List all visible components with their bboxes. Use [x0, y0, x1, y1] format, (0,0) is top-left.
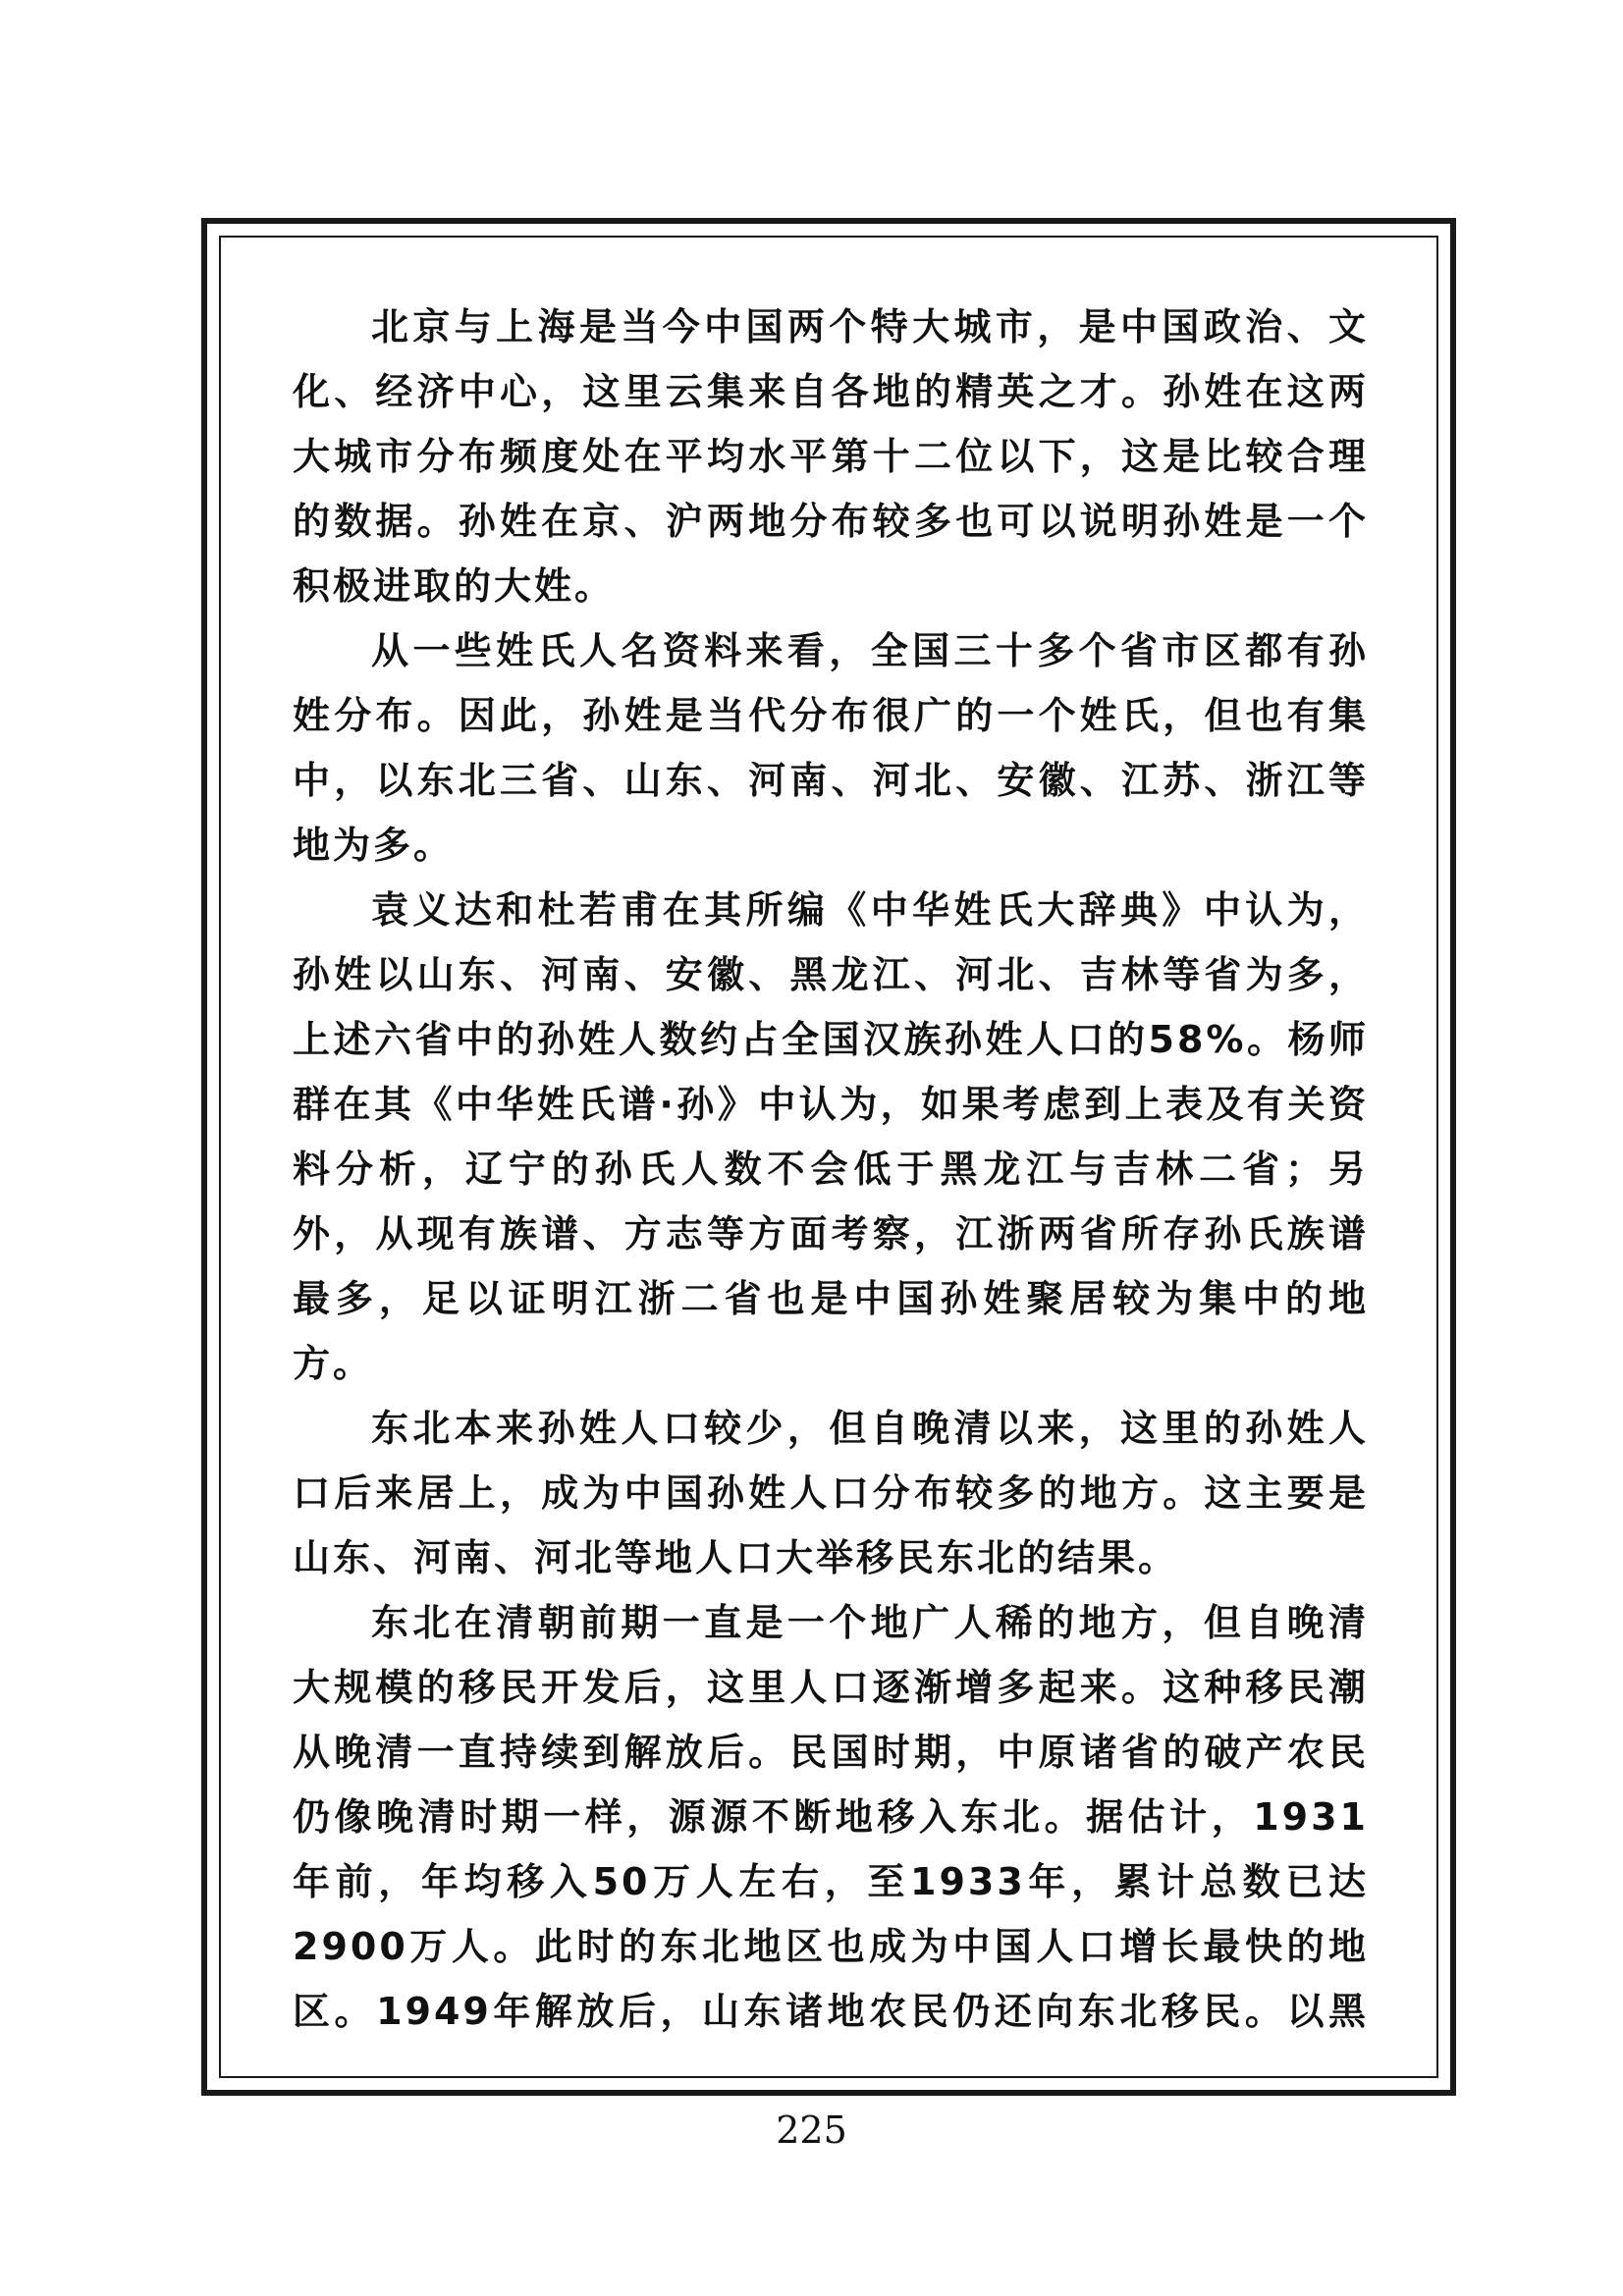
page-number: 225: [776, 2109, 847, 2152]
paragraph-2: 从一些姓氏人名资料来看，全国三十多个省市区都有孙姓分布。因此，孙姓是当代分布很广的一个姓氏，但也有集中，以东北三省、山东、河南、河北、安徽、江苏、浙江等地为多。: [293, 629, 1369, 867]
text-body: [293, 294, 1369, 2042]
paragraph-3: 袁义达和杜若甫在其所编《中华姓氏大辞典》中认为，孙姓以山东、河南、安徽、黑龙江、河北、吉林等省为多，上述六省中的孙姓人数约占全国汉族孙姓人口的58%。杨师群在其《中华姓氏谱·孙》中认为，如果考虑到上表及有关资料分析，辽宁的孙氏人数不会低于黑龙江与吉林二省；另外，从现有族谱、方志等方面考察，江浙两省所存孙氏族谱最多，足以证明江浙二省也是中国孙姓聚居较为集中的地方。: [293, 888, 1369, 1385]
paragraph-4: 东北本来孙姓人口较少，但自晚清以来，这里的孙姓人口后来居上，成为中国孙姓人口分布较多的地方。这主要是山东、河南、河北等地人口大举移民东北的结果。: [293, 1407, 1369, 1579]
paragraph-5: 东北在清朝前期一直是一个地广人稀的地方，但自晚清大规模的移民开发后，这里人口逐渐增多起来。这种移民潮从晚清一直持续到解放后。民国时期，中原诸省的破产农民仍像晚清时期一样，源源不断地移入东北。据估计，1931年前，年均移入50万人左右，至1933年，累计总数已达2900万人。此时的东北地区也成为中国人口增长最快的地区。1949年解放后，山东诸地农民仍还向东北移民。以黑: [293, 1601, 1369, 2033]
paragraph-1: 北京与上海是当今中国两个特大城市，是中国政治、文化、经济中心，这里云集来自各地的精英之才。孙姓在这两大城市分布频度处在平均水平第十二位以下，这是比较合理的数据。孙姓在京、沪两地分布较多也可以说明孙姓是一个积极进取的大姓。: [293, 305, 1369, 608]
